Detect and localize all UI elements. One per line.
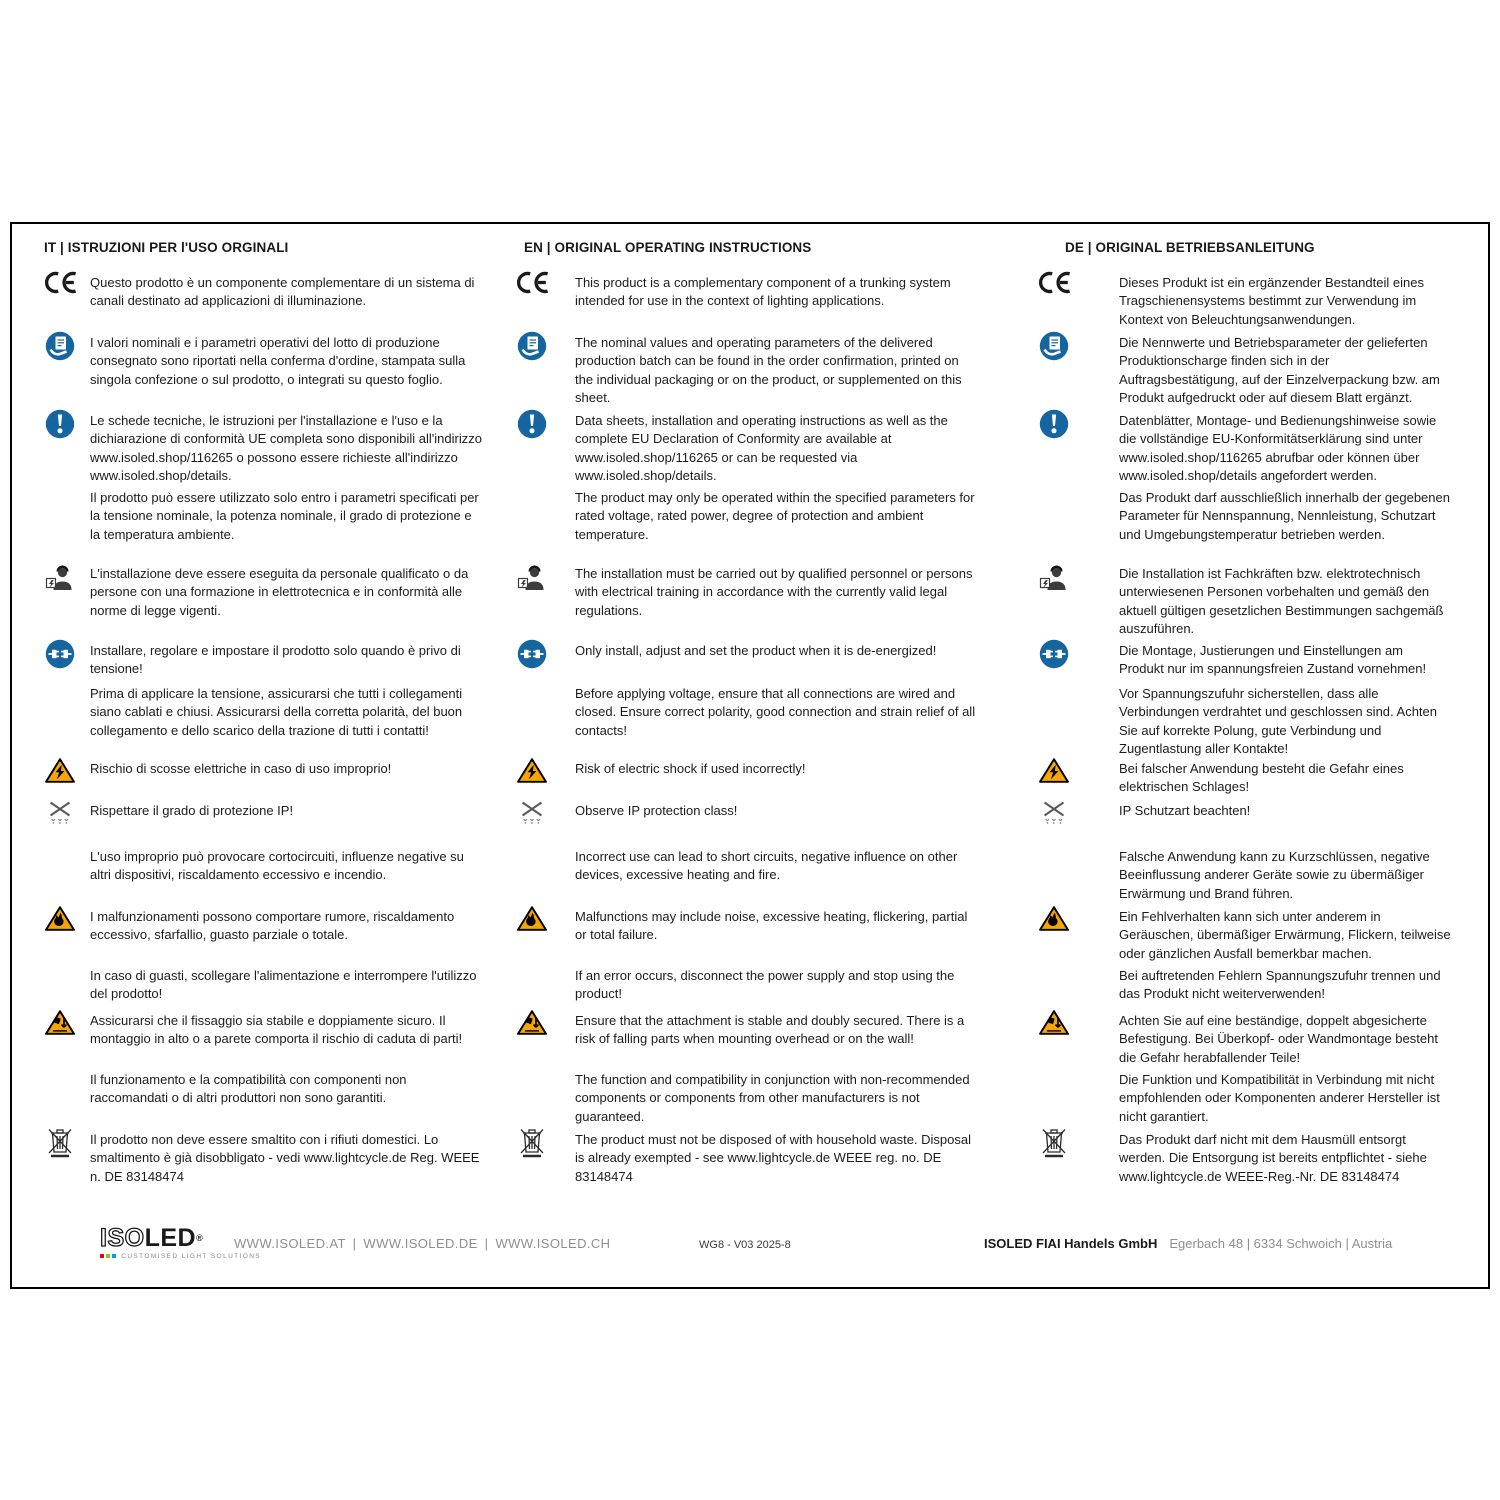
instruction-row xyxy=(1034,642,1451,679)
instruction-text: Vor Spannungszufuhr sicherstellen, dass alle Verbindungen verdrahtet und geschlossen sind. Achten Sie auf korrekte Polung, gute Verbindung und Zugentlastung aller Kontakte! xyxy=(1119,686,1438,757)
instruction-row xyxy=(1034,334,1451,408)
instruction-text: Il prodotto può essere utilizzato solo entro i parametri specificati per la tensione nominale, la potenza nominale, il grado di protezione e la temperatura ambiente. xyxy=(90,490,479,542)
instruction-row xyxy=(1034,412,1451,486)
logo-color-chip-green xyxy=(106,1254,110,1258)
instruction-row xyxy=(40,1131,482,1186)
instruction-text: I valori nominali e i parametri operativi del lotto di produzione consegnato sono riportati nella conferma d'ordine, stampata sulla singola confezione o sul prodotto, o integrati su questo foglio. xyxy=(90,335,466,387)
instruction-row xyxy=(512,685,979,740)
instruction-row xyxy=(40,848,482,885)
instruction-row xyxy=(1034,802,1451,820)
important-note-icon xyxy=(512,409,552,444)
qualified-installer-icon xyxy=(512,562,552,597)
instruction-text: Datenblätter, Montage- und Bedienungshinweise sowie die vollständige EU-Konformitätserklärung sind unter www.isoled.shop/116265 abrufbar oder können über www.isoled.shop/details angefordert werden. xyxy=(1119,413,1437,484)
production-batch-icon xyxy=(1034,331,1074,366)
instruction-text: Risk of electric shock if used incorrectly! xyxy=(575,761,806,776)
instruction-text: Il funzionamento e la compatibilità con componenti non raccomandati o di altri produttori non sono garantiti. xyxy=(90,1072,407,1106)
instruction-row xyxy=(1034,274,1451,329)
instruction-text: I malfunzionamenti possono comportare rumore, riscaldamento eccessivo, sfarfallio, guasto parziale o totale. xyxy=(90,909,455,943)
instruction-text: Prima di applicare la tensione, assicurarsi che tutti i collegamenti siano cablati e chiusi. Assicurarsi della corretta polarità, del buon collegamento e dello scarico della trazione di tutti i contatti! xyxy=(90,686,463,738)
instruction-text: Before applying voltage, ensure that all connections are wired and closed. Ensure correct polarity, good connection and strain relief of all contacts! xyxy=(575,686,976,738)
disconnect-power-icon xyxy=(40,639,80,674)
logo-tagline xyxy=(100,1253,261,1260)
falling-parts-warning-icon xyxy=(40,1009,80,1041)
instruction-sheet-page xyxy=(10,222,1490,1289)
instruction-row xyxy=(512,565,979,620)
instruction-row xyxy=(1034,565,1451,639)
instruction-row xyxy=(40,967,482,1004)
instruction-row xyxy=(1034,685,1451,759)
important-note-icon xyxy=(1034,409,1074,444)
instruction-text: The product may only be operated within the specified parameters for rated voltage, rated power, degree of protection and ambient temperature. xyxy=(575,490,975,542)
instruction-text: Bei auftretenden Fehlern Spannungszufuhr trennen und das Produkt nicht weiterverwenden! xyxy=(1119,968,1441,1002)
instruction-text: IP Schutzart beachten! xyxy=(1119,803,1251,818)
instruction-row xyxy=(1034,908,1451,963)
logo-color-chip-red xyxy=(100,1254,104,1258)
instruction-text: Dieses Produkt ist ein ergänzender Bestandteil eines Tragschienensystems bestimmt zur Verwendung im Kontext von Beleuchtungsanwendungen. xyxy=(1119,275,1424,327)
column-header-it: IT | ISTRUZIONI PER l'USO ORGINALI xyxy=(44,240,289,255)
instruction-row xyxy=(512,642,979,660)
disconnect-power-icon xyxy=(512,639,552,674)
instruction-row xyxy=(512,1012,979,1049)
instruction-row xyxy=(40,642,482,679)
instruction-text: Il prodotto non deve essere smaltito con i rifiuti domestici. Lo smaltimento è già disobbligato - vedi www.lightcycle.de Reg. WEEE n. DE 83148474 xyxy=(90,1132,480,1184)
ce-mark-icon xyxy=(1034,271,1074,299)
instruction-row xyxy=(512,274,979,311)
company-address: Egerbach 48 | 6334 Schwoich | Austria xyxy=(1169,1236,1393,1251)
instruction-row xyxy=(40,489,482,544)
instruction-text: Assicurarsi che il fissaggio sia stabile e doppiamente sicuro. Il montaggio in alto o a parete comporta il rischio di caduta di parti! xyxy=(90,1013,463,1047)
instruction-text: Falsche Anwendung kann zu Kurzschlüssen, negative Beeinflussung anderer Geräte sowie zu übermäßiger Erwärmung und Brand führen. xyxy=(1119,849,1430,901)
instruction-text: In caso di guasti, scollegare l'alimentazione e interrompere l'utilizzo del prodotto! xyxy=(90,968,477,1002)
ce-mark-icon xyxy=(512,271,552,299)
instruction-text: Data sheets, installation and operating instructions as well as the complete EU Declaration of Conformity are available at www.isoled.shop/116265 or can be requested via www.isoled.shop/details. xyxy=(575,413,948,484)
column-header-de: DE | ORIGINAL BETRIEBSANLEITUNG xyxy=(1065,240,1315,255)
overheating-warning-icon xyxy=(40,905,80,937)
instruction-text: Die Nennwerte und Betriebsparameter der gelieferten Produktionscharge finden sich in der Auftragsbestätigung, auf der Einzelverpackung bzw. am Produkt aufgedruckt oder auf diesem Blatt ergänzt. xyxy=(1119,335,1440,406)
instruction-row xyxy=(512,489,979,544)
ce-mark-icon xyxy=(40,271,80,299)
instruction-text: Rispettare il grado di protezione IP! xyxy=(90,803,294,818)
instruction-text: Das Produkt darf ausschließlich innerhalb der gegebenen Parameter für Nennspannung, Nennleistung, Schutzart und Umgebungstemperatur betrieben werden. xyxy=(1119,490,1450,542)
instruction-text: Questo prodotto è un componente complementare di un sistema di canali destinato ad applicazioni di illuminazione. xyxy=(90,275,475,309)
instruction-text: If an error occurs, disconnect the power supply and stop using the product! xyxy=(575,968,955,1002)
column-header-en: EN | ORIGINAL OPERATING INSTRUCTIONS xyxy=(524,240,812,255)
instruction-row xyxy=(1034,967,1451,1004)
production-batch-icon xyxy=(40,331,80,366)
logo-led-text: LED xyxy=(144,1224,197,1252)
instruction-row xyxy=(1034,760,1451,797)
instruction-row xyxy=(40,802,482,820)
footer-websites: WWW.ISOLED.AT | WWW.ISOLED.DE | WWW.ISOLED.CH xyxy=(234,1236,611,1251)
instruction-text: Incorrect use can lead to short circuits, negative influence on other devices, excessive heating and fire. xyxy=(575,849,958,883)
important-note-icon xyxy=(40,409,80,444)
weee-disposal-icon xyxy=(1034,1128,1074,1163)
footer-doc-code: WG8 - V03 2025-8 xyxy=(699,1239,791,1251)
instruction-text: Observe IP protection class! xyxy=(575,803,738,818)
instruction-row xyxy=(512,908,979,945)
instruction-text: Malfunctions may include noise, excessive heating, flickering, partial or total failure. xyxy=(575,909,968,943)
instruction-row xyxy=(40,1012,482,1049)
instruction-text: L'uso improprio può provocare cortocircuiti, influenze negative su altri dispositivi, riscaldamento eccessivo e incendio. xyxy=(90,849,464,883)
instruction-text: Rischio di scosse elettriche in caso di uso improprio! xyxy=(90,761,392,776)
electric-shock-warning-icon xyxy=(512,757,552,789)
instruction-text: The nominal values and operating parameters of the delivered production batch can be found in the order confirmation, printed on the individual packaging or on the product, or supplemented on this sheet. xyxy=(575,335,962,406)
instruction-row xyxy=(40,760,482,778)
instruction-row xyxy=(40,908,482,945)
instruction-row xyxy=(512,848,979,885)
qualified-installer-icon xyxy=(1034,562,1074,597)
instruction-text: The installation must be carried out by qualified personnel or persons with electrical training in accordance with the currently valid legal regulations. xyxy=(575,566,973,618)
logo-color-chip-blue xyxy=(112,1254,116,1258)
falling-parts-warning-icon xyxy=(512,1009,552,1041)
instruction-text: Die Montage, Justierungen und Einstellungen am Produkt nur im spannungsfreien Zustand vornehmen! xyxy=(1119,643,1427,677)
production-batch-icon xyxy=(512,331,552,366)
instruction-text: This product is a complementary component of a trunking system intended for use in the context of lighting applications. xyxy=(575,275,951,309)
instruction-row xyxy=(512,1071,979,1126)
instruction-text: Ein Fehlverhalten kann sich unter anderem in Geräuschen, übermäßiger Erwärmung, Flickern, teilweise oder gänzlichen Ausfall bemerkbar machen. xyxy=(1119,909,1451,961)
company-name: ISOLED FIAI Handels GmbH xyxy=(984,1236,1158,1251)
logo-tagline-text: CUSTOMISED LIGHT SOLUTIONS xyxy=(121,1253,262,1260)
qualified-installer-icon xyxy=(40,562,80,597)
registered-mark: ® xyxy=(196,1233,204,1243)
instruction-row xyxy=(512,334,979,408)
instruction-text: Das Produkt darf nicht mit dem Hausmüll entsorgt werden. Die Entsorgung ist bereits entpflichtet - siehe www.lightcycle.de WEEE-Reg.-Nr. DE 83148474 xyxy=(1119,1132,1427,1184)
instruction-row xyxy=(1034,1012,1451,1067)
instruction-row xyxy=(40,334,482,389)
instruction-row xyxy=(40,1071,482,1108)
instruction-text: The function and compatibility in conjunction with non-recommended components or components from other manufacturers is not guaranteed. xyxy=(575,1072,970,1124)
instruction-row xyxy=(512,1131,979,1186)
logo-iso-text: ISO xyxy=(100,1224,145,1252)
disconnect-power-icon xyxy=(1034,639,1074,674)
instruction-row xyxy=(40,685,482,740)
instruction-text: The product must not be disposed of with household waste. Disposal is already exempted - see www.lightcycle.de WEEE reg. no. DE 83148474 xyxy=(575,1132,972,1184)
instruction-row xyxy=(40,565,482,620)
electric-shock-warning-icon xyxy=(40,757,80,789)
instruction-text: L'installazione deve essere eseguita da personale qualificato o da persone con una formazione in elettrotecnica e in conformità alle norme di legge vigenti. xyxy=(90,566,469,618)
instruction-text: Die Funktion und Kompatibilität in Verbindung mit nicht empfohlenden oder Komponenten anderer Hersteller ist nicht garantiert. xyxy=(1119,1072,1440,1124)
instruction-text: Bei falscher Anwendung besteht die Gefahr eines elektrischen Schlages! xyxy=(1119,761,1404,795)
instruction-text: Die Installation ist Fachkräften bzw. elektrotechnisch unterwiesenen Personen vorbehalten und gemäß den aktuell gültigen gesetzlichen Bestimmungen sachgemäß auszuführen. xyxy=(1119,566,1444,637)
ip-protection-icon xyxy=(512,799,552,830)
instruction-row xyxy=(512,412,979,486)
instruction-row xyxy=(40,412,482,486)
electric-shock-warning-icon xyxy=(1034,757,1074,789)
overheating-warning-icon xyxy=(512,905,552,937)
instruction-text: Ensure that the attachment is stable and doubly secured. There is a risk of falling parts when mounting overhead or on the wall! xyxy=(575,1013,965,1047)
instruction-text: Installare, regolare e impostare il prodotto solo quando è privo di tensione! xyxy=(90,643,461,677)
falling-parts-warning-icon xyxy=(1034,1009,1074,1041)
instruction-row xyxy=(1034,848,1451,903)
instruction-row xyxy=(40,274,482,311)
footer-company xyxy=(984,1236,1392,1251)
instruction-row xyxy=(512,967,979,1004)
instruction-row xyxy=(1034,1131,1451,1186)
instruction-row xyxy=(512,760,979,778)
instruction-row xyxy=(512,802,979,820)
weee-disposal-icon xyxy=(40,1128,80,1163)
instruction-text: Achten Sie auf eine beständige, doppelt abgesicherte Befestigung. Bei Überkopf- oder Wandmontage besteht die Gefahr herabfallender Teile! xyxy=(1119,1013,1438,1065)
instruction-text: Only install, adjust and set the product when it is de-energized! xyxy=(575,643,937,658)
instruction-row xyxy=(1034,1071,1451,1126)
overheating-warning-icon xyxy=(1034,905,1074,937)
instruction-row xyxy=(1034,489,1451,544)
weee-disposal-icon xyxy=(512,1128,552,1163)
instruction-text: Le schede tecniche, le istruzioni per l'installazione e l'uso e la dichiarazione di conformità UE completa sono disponibili all'indirizzo www.isoled.shop/116265 o possono essere richieste all'indirizzo www.isoled.shop/details. xyxy=(90,413,482,484)
ip-protection-icon xyxy=(1034,799,1074,830)
ip-protection-icon xyxy=(40,799,80,830)
